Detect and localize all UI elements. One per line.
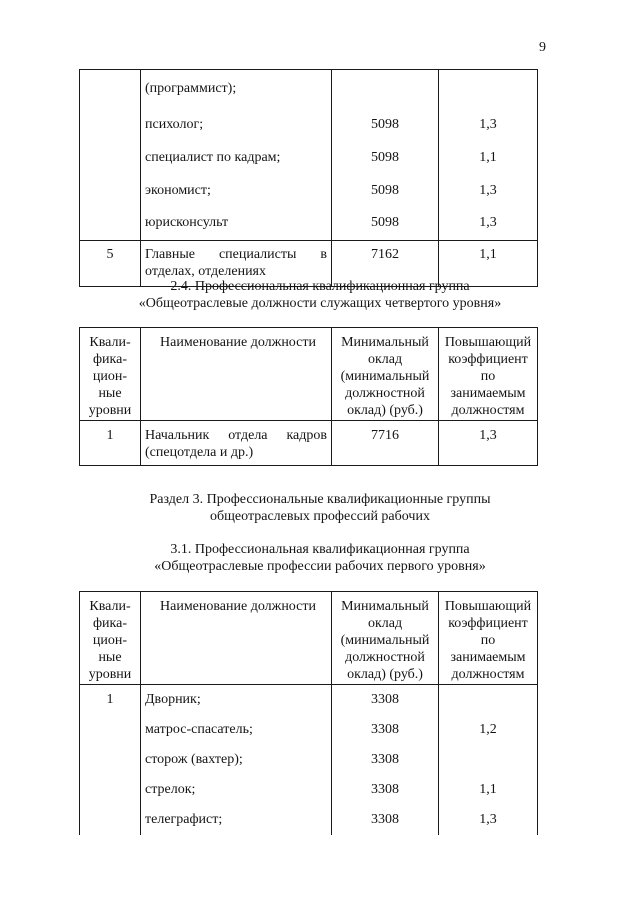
- salary-cell: [332, 779, 439, 809]
- salary-cell: [332, 809, 439, 835]
- coef-cell: [439, 177, 538, 210]
- header-line: коэффициент: [448, 616, 528, 631]
- coef-cell: [439, 108, 538, 144]
- header-line: уровни: [88, 403, 132, 418]
- table-row: [80, 779, 538, 809]
- table-header-row: [80, 592, 538, 685]
- position-text: (программист);: [145, 81, 237, 96]
- header-line: занимаемым: [450, 650, 526, 665]
- header-qualification-level: [80, 592, 141, 685]
- position-cell: [141, 779, 332, 809]
- coef-text: 1,1: [479, 150, 497, 165]
- coef-text: 1,3: [479, 183, 497, 198]
- section-heading: [0, 491, 640, 525]
- table-row: [80, 685, 538, 720]
- position-cell: [141, 809, 332, 835]
- table-continuation: [79, 69, 538, 287]
- header-line: оклад) (руб.): [347, 403, 423, 418]
- section-heading-line: общеотраслевых профессий рабочих: [210, 509, 430, 524]
- header-line: Квали-: [89, 335, 131, 350]
- table-row: [80, 809, 538, 835]
- coef-cell: [439, 809, 538, 835]
- position-cell: [141, 108, 332, 144]
- header-line: Наименование должности: [160, 599, 316, 614]
- header-line: фика-: [92, 352, 128, 367]
- coef-cell: [439, 70, 538, 109]
- coef-cell: [439, 719, 538, 749]
- position-text: матрос-спасатель;: [145, 722, 253, 737]
- table-row: [80, 719, 538, 749]
- header-line: фика-: [92, 616, 128, 631]
- header-line: должностной: [345, 386, 425, 401]
- header-line: оклад: [367, 352, 403, 367]
- salary-cell: [332, 177, 439, 210]
- salary-text: 3308: [371, 692, 399, 707]
- header-line: коэффициент: [448, 352, 528, 367]
- coef-cell: [439, 210, 538, 241]
- header-position-name: [141, 592, 332, 685]
- coef-text: 1,3: [479, 428, 497, 443]
- position-cell: [141, 421, 332, 466]
- header-line: (минимальный: [340, 633, 430, 648]
- header-line: Повышающий: [444, 335, 532, 350]
- salary-text: 5098: [371, 150, 399, 165]
- position-text: Дворник;: [145, 692, 201, 707]
- table-row: [80, 749, 538, 779]
- salary-cell: [332, 144, 439, 177]
- section-heading-line: «Общеотраслевые профессии рабочих первого уровня»: [154, 559, 486, 574]
- header-line: должностям: [451, 403, 525, 418]
- group-text: 5: [106, 247, 114, 262]
- salary-text: 5098: [371, 215, 399, 230]
- table-row: [80, 177, 538, 210]
- section-heading: [0, 541, 640, 575]
- position-text: стрелок;: [145, 782, 196, 797]
- position-text: психолог;: [145, 117, 204, 132]
- group-text: 1: [106, 692, 114, 707]
- section-heading-line: «Общеотраслевые должности служащих четвертого уровня»: [138, 296, 502, 311]
- salary-cell: [332, 108, 439, 144]
- coef-cell: [439, 749, 538, 779]
- header-line: цион-: [92, 369, 128, 384]
- header-line: занимаемым: [450, 386, 526, 401]
- header-coefficient: [439, 328, 538, 421]
- position-text: юрисконсульт: [145, 215, 229, 230]
- coef-text: 1,1: [479, 782, 497, 797]
- header-min-salary: [332, 328, 439, 421]
- group-text: 1: [106, 428, 114, 443]
- position-text: специалист по кадрам;: [145, 150, 281, 165]
- salary-cell: [332, 70, 439, 109]
- position-text: Начальник отдела кадров: [145, 428, 327, 443]
- salary-cell: [332, 421, 439, 466]
- table-row: [80, 210, 538, 241]
- coef-text: 1,3: [479, 215, 497, 230]
- coef-cell: [439, 144, 538, 177]
- page-number: 9: [539, 40, 546, 55]
- position-cell: [141, 749, 332, 779]
- header-line: Квали-: [89, 599, 131, 614]
- header-line: Наименование должности: [160, 335, 316, 350]
- salary-text: 5098: [371, 117, 399, 132]
- group-cell: [80, 70, 141, 241]
- table-row: [80, 70, 538, 109]
- salary-cell: [332, 749, 439, 779]
- group-cell: [80, 685, 141, 836]
- section-heading-line: 3.1. Профессиональная квалификационная группа: [170, 542, 470, 557]
- table-workers-level-1: [79, 591, 538, 835]
- position-cell: [141, 70, 332, 109]
- header-line: Минимальный: [341, 599, 429, 614]
- salary-text: 7162: [371, 247, 399, 262]
- salary-text: 5098: [371, 183, 399, 198]
- header-line: должностной: [345, 650, 425, 665]
- position-cell: [141, 719, 332, 749]
- position-cell: [141, 144, 332, 177]
- position-text: сторож (вахтер);: [145, 752, 243, 767]
- header-line: цион-: [92, 633, 128, 648]
- salary-cell: [332, 719, 439, 749]
- section-heading-line: 2.4. Профессиональная квалификационная группа: [170, 279, 470, 294]
- position-text: телеграфист;: [145, 812, 223, 827]
- header-line: по: [480, 369, 496, 384]
- salary-cell: [332, 210, 439, 241]
- group-cell: [80, 421, 141, 466]
- salary-text: 3308: [371, 752, 399, 767]
- salary-text: 3308: [371, 782, 399, 797]
- header-qualification-level: [80, 328, 141, 421]
- header-line: ные: [98, 650, 122, 665]
- position-cell: [141, 685, 332, 720]
- salary-text: 3308: [371, 812, 399, 827]
- header-min-salary: [332, 592, 439, 685]
- coef-text: 1,2: [479, 722, 497, 737]
- coef-text: 1,3: [479, 812, 497, 827]
- salary-text: 3308: [371, 722, 399, 737]
- header-line: ные: [98, 386, 122, 401]
- coef-cell: [439, 685, 538, 720]
- header-line: по: [480, 633, 496, 648]
- header-line: Минимальный: [341, 335, 429, 350]
- header-line: должностям: [451, 667, 525, 682]
- header-line: (минимальный: [340, 369, 430, 384]
- coef-text: 1,1: [479, 247, 497, 262]
- coef-cell: [439, 779, 538, 809]
- section-heading-line: Раздел 3. Профессиональные квалификационные группы: [149, 492, 491, 507]
- table-row: [80, 421, 538, 466]
- table-row: [80, 144, 538, 177]
- position-cell: [141, 177, 332, 210]
- salary-cell: [332, 685, 439, 720]
- header-coefficient: [439, 592, 538, 685]
- position-text: Главные специалисты в: [145, 247, 327, 262]
- header-position-name: [141, 328, 332, 421]
- section-heading: [0, 278, 640, 312]
- position-text: экономист;: [145, 183, 211, 198]
- table-row: [80, 108, 538, 144]
- table-header-row: [80, 328, 538, 421]
- header-line: оклад) (руб.): [347, 667, 423, 682]
- table-level-4: [79, 327, 538, 466]
- header-line: уровни: [88, 667, 132, 682]
- position-text: (спецотдела и др.): [145, 445, 254, 460]
- position-text: отделах, отделениях: [145, 264, 266, 279]
- position-cell: [141, 210, 332, 241]
- coef-cell: [439, 421, 538, 466]
- header-line: оклад: [367, 616, 403, 631]
- header-line: Повышающий: [444, 599, 532, 614]
- salary-text: 7716: [371, 428, 399, 443]
- coef-text: 1,3: [479, 117, 497, 132]
